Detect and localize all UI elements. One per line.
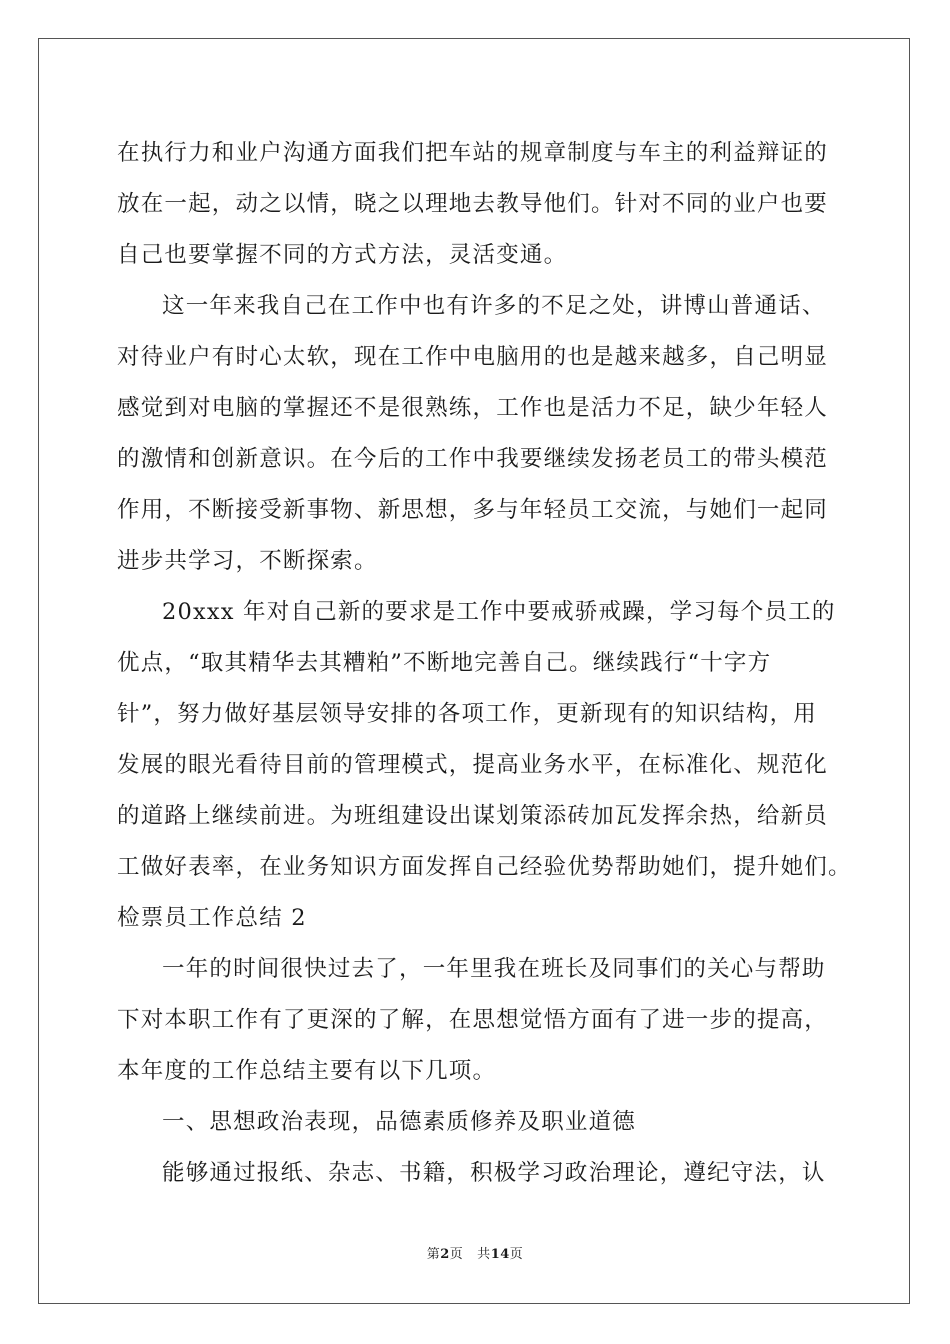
- paragraph-1-line-4: 作用，不断接受新事物、新思想，多与年轻员工交流，与她们一起同: [117, 497, 829, 523]
- paragraph-3-line-0: 检票员工作总结 2: [117, 905, 307, 931]
- paragraph-2-line-5: 工做好表率，在业务知识方面发挥自己经验优势帮助她们，提升她们。: [117, 854, 852, 880]
- paragraph-0-line-0: 在执行力和业户沟通方面我们把车站的规章制度与车主的利益辩证的: [117, 140, 829, 166]
- paragraph-2-line-3: 发展的眼光看待目前的管理模式，提高业务水平，在标准化、规范化: [117, 752, 829, 778]
- paragraph-1-line-5: 进步共学习，不断探索。: [117, 548, 378, 574]
- paragraph-2-line-2: 针”，努力做好基层领导安排的各项工作，更新现有的知识结构，用: [117, 701, 818, 727]
- paragraph-0-line-2: 自己也要掌握不同的方式方法，灵活变通。: [117, 242, 568, 268]
- total-suffix: 页: [509, 1247, 524, 1262]
- total-pages: 14: [490, 1247, 510, 1262]
- page-footer: [0, 1243, 950, 1262]
- paragraph-4-line-1: 下对本职工作有了更深的了解，在思想觉悟方面有了进一步的提高，: [117, 1007, 829, 1033]
- document-body: [117, 128, 852, 1199]
- paragraph-0-line-1: 放在一起，动之以情，晓之以理地去教导他们。针对不同的业户也要: [117, 191, 829, 217]
- paragraph-4-line-2: 本年度的工作总结主要有以下几项。: [117, 1058, 497, 1084]
- page-suffix: 页: [449, 1247, 464, 1262]
- paragraph-5-line-0: 一、思想政治表现，品德素质修养及职业道德: [162, 1109, 637, 1135]
- paragraph-2-line-4: 的道路上继续前进。为班组建设出谋划策添砖加瓦发挥余热，给新员: [117, 803, 829, 829]
- paragraph-1-line-2: 感觉到对电脑的掌握还不是很熟练，工作也是活力不足，缺少年轻人: [117, 395, 829, 421]
- total-prefix: 共: [477, 1247, 491, 1262]
- paragraph-2-line-1: 优点，“取其精华去其糟粕”不断地完善自己。继续践行“十字方: [117, 650, 772, 676]
- paragraph-1-line-1: 对待业户有时心太软，现在工作中电脑用的也是越来越多，自己明显: [117, 344, 829, 370]
- page-number: 2: [440, 1247, 450, 1262]
- paragraph-1-line-0: 这一年来我自己在工作中也有许多的不足之处，讲博山普通话、: [162, 293, 826, 319]
- page-prefix: 第: [426, 1247, 441, 1262]
- paragraph-6-line-0: 能够通过报纸、杂志、书籍，积极学习政治理论，遵纪守法，认: [162, 1160, 826, 1186]
- paragraph-4-line-0: 一年的时间很快过去了，一年里我在班长及同事们的关心与帮助: [162, 956, 826, 982]
- paragraph-2-line-0: 20xxx 年对自己新的要求是工作中要戒骄戒躁，学习每个员工的: [162, 599, 836, 625]
- paragraph-1-line-3: 的激情和创新意识。在今后的工作中我要继续发扬老员工的带头模范: [117, 446, 829, 472]
